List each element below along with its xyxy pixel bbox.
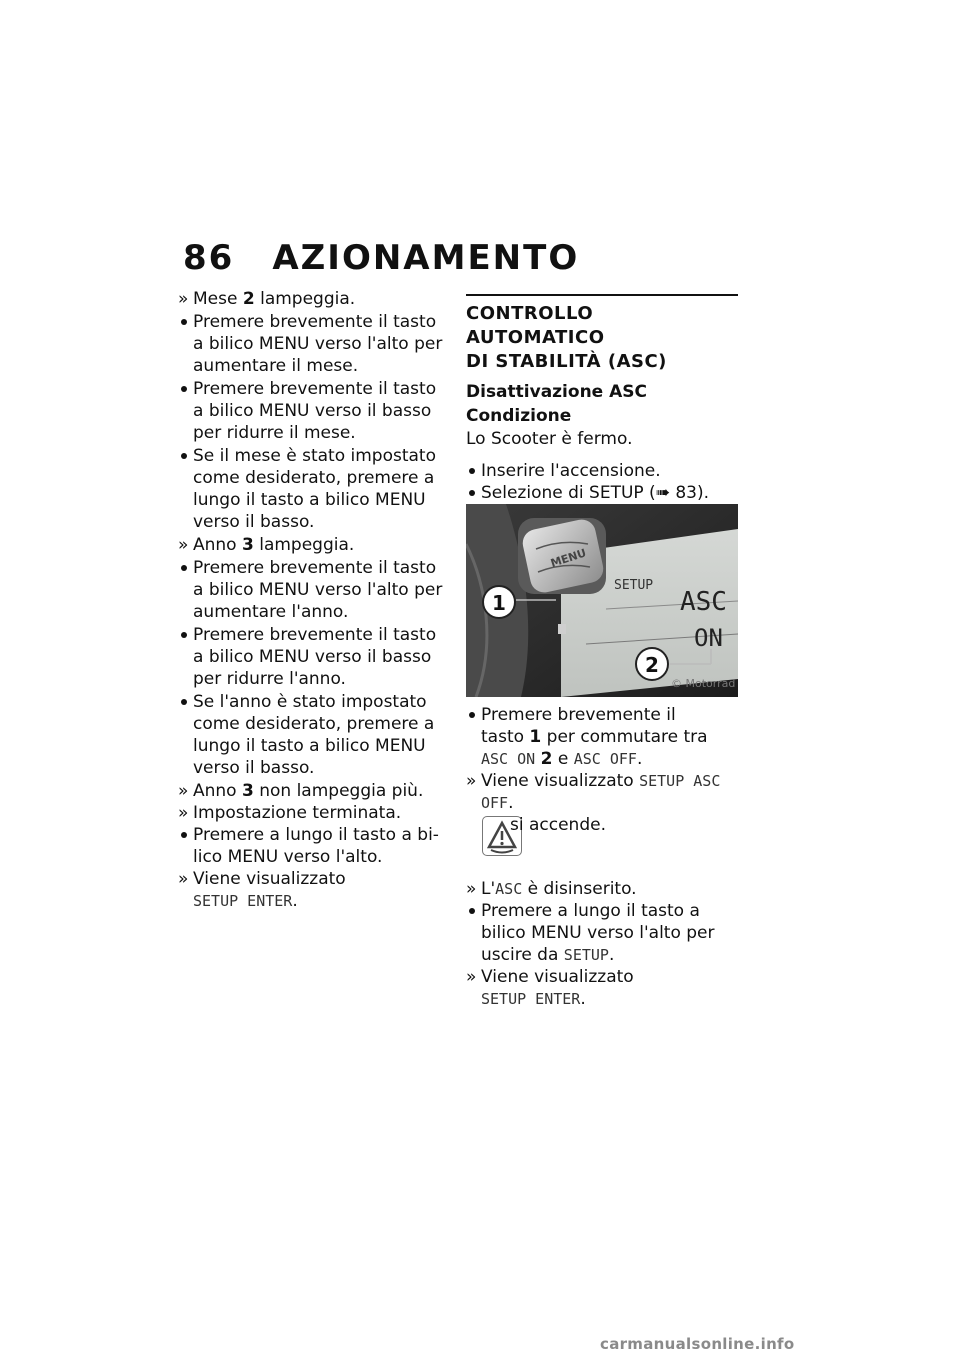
condition-text: Lo Scooter è fermo. [466,429,633,449]
list-item: » Viene visualizzato SETUP ENTER. [178,869,346,911]
left-column [178,288,448,912]
list-item: » L'ASC è disinserito. [466,879,637,899]
lcd-on: ON [694,624,723,652]
dashboard-figure [466,504,738,697]
list-item: » Anno 3 lampeggia. [178,535,355,555]
warning-light-row [466,814,738,874]
arrow-icon: ➠ [655,483,670,503]
page-number: 86 [183,238,235,278]
menu-label: MENU [548,546,588,571]
list-item: » Mese 2 lampeggia. [178,289,356,309]
list-item: Se il mese è stato impostato come desiderato, premere a lungo il tasto a bilico MENU verso il basso. [178,445,448,533]
list-item: Selezione di SETUP (➠ 83). [466,482,738,504]
list-item: » Viene visualizzato SETUP ASC OFF. [466,771,721,813]
list-item: » Viene visualizzato SETUP ENTER. [466,967,634,1009]
page-header [183,238,579,278]
fuel-icon [558,624,566,634]
list-item: Premere brevemente il tasto a bilico MENU verso il basso per ridurre l'anno. [178,624,448,690]
list-item: Se l'anno è stato impostato come desiderato, premere a lungo il tasto a bilico MENU verso il basso. [178,691,448,779]
lcd-setup: SETUP [614,578,654,593]
list-item: Premere brevemente il tasto a bilico MENU verso l'alto per aumentare l'anno. [178,557,448,623]
site-logo: carmanualsonline.info [600,1335,795,1353]
list-item: » Impostazione terminata. [178,803,402,823]
lcd-asc: ASC [680,587,727,617]
right-column [466,288,738,526]
list-item: Premere brevemente il tasto 1 per commutare tra ASC ON 2 e ASC OFF. [466,704,738,770]
condition-title: Condizione [466,406,572,426]
subsection-title: Disattivazione ASC [466,382,647,402]
list-item: Premere brevemente il tasto a bilico MENU verso il basso per ridurre il mese. [178,378,448,444]
svg-text:1: 1 [492,591,506,615]
list-item: Premere a lungo il tasto a bi- lico MENU verso l'alto. [178,824,448,868]
list-item: » Anno 3 non lampeggia più. [178,781,424,801]
watermark: © Motorrad [671,677,736,690]
section-rule [466,294,738,296]
menu-rocker-button [518,517,606,595]
svg-text:2: 2 [645,653,659,677]
page-title: AZIONAMENTO [272,238,580,278]
section-title: CONTROLLO AUTOMATICO DI STABILITÀ (ASC) [466,303,667,372]
dashboard-photo [466,504,738,697]
list-item: Premere brevemente il tasto a bilico MENU verso l'alto per aumentare il mese. [178,311,448,377]
list-item: Premere a lungo il tasto a bilico MENU verso l'alto per uscire da SETUP. [466,900,738,966]
right-column-lower [466,704,738,1010]
list-item: Inserire l'accensione. [466,460,738,482]
warning-text: si accende. [510,815,606,835]
